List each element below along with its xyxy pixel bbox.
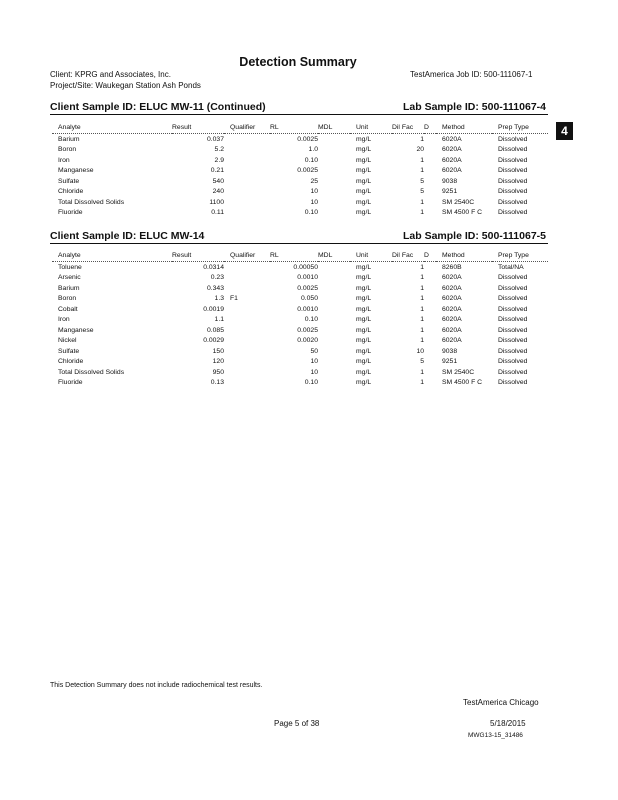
cell-preptype: Dissolved xyxy=(498,198,528,206)
cell-mdl xyxy=(318,166,350,177)
table-row xyxy=(52,378,548,389)
cell-result: 1.3 xyxy=(214,295,224,303)
cell-rl: 10 xyxy=(310,368,318,376)
cell-method: SM 2540C xyxy=(442,368,475,376)
table-row xyxy=(52,367,548,378)
cell-dilfac: 1 xyxy=(420,209,424,217)
cell-result: 0.11 xyxy=(211,209,224,217)
table-row xyxy=(52,208,548,219)
cell-analyte: Toluene xyxy=(58,263,82,271)
lab-sample-id-2: Lab Sample ID: 500-111067-5 xyxy=(403,230,546,242)
column-header-result: Result xyxy=(172,252,192,259)
footer-note: This Detection Summary does not include radiochemical test results. xyxy=(50,682,263,689)
cell-rl: 0.00050 xyxy=(293,263,318,271)
cell-unit: mg/L xyxy=(356,368,372,376)
cell-dilfac: 1 xyxy=(420,379,424,387)
cell-qualifier xyxy=(224,166,270,177)
column-header-d: D xyxy=(424,252,429,259)
cell-d xyxy=(424,294,436,305)
cell-analyte: Total Dissolved Solids xyxy=(58,198,125,206)
cell-method: 6020A xyxy=(442,326,462,334)
cell-mdl xyxy=(318,262,350,273)
cell-analyte: Chloride xyxy=(58,358,84,366)
table-row xyxy=(52,336,548,347)
cell-rl: 0.0010 xyxy=(297,305,318,313)
cell-preptype: Dissolved xyxy=(498,146,528,154)
cell-unit: mg/L xyxy=(356,156,372,164)
cell-preptype: Dissolved xyxy=(498,188,528,196)
cell-unit: mg/L xyxy=(356,379,372,387)
cell-dilfac: 1 xyxy=(420,326,424,334)
table-row xyxy=(52,273,548,284)
cell-analyte: Sulfate xyxy=(58,347,80,355)
cell-dilfac: 1 xyxy=(420,316,424,324)
column-header-result: Result xyxy=(172,124,192,131)
cell-unit: mg/L xyxy=(356,347,372,355)
client-sample-id-1: Client Sample ID: ELUC MW-11 (Continued) xyxy=(50,101,266,113)
cell-method: SM 2540C xyxy=(442,198,475,206)
cell-d xyxy=(424,187,436,198)
cell-rl: 0.10 xyxy=(304,209,318,217)
cell-preptype: Dissolved xyxy=(498,305,528,313)
cell-qualifier xyxy=(224,283,270,294)
job-id: TestAmerica Job ID: 500-111067-1 xyxy=(410,70,533,79)
cell-unit: mg/L xyxy=(356,209,372,217)
cell-analyte: Fluoride xyxy=(58,379,83,387)
cell-qualifier xyxy=(224,176,270,187)
cell-method: 6020A xyxy=(442,146,462,154)
cell-d xyxy=(424,357,436,368)
cell-d xyxy=(424,304,436,315)
cell-mdl xyxy=(318,283,350,294)
cell-result: 0.0019 xyxy=(203,305,224,313)
cell-mdl xyxy=(318,294,350,305)
cell-dilfac: 5 xyxy=(420,358,424,366)
cell-analyte: Chloride xyxy=(58,188,84,196)
cell-unit: mg/L xyxy=(356,284,372,292)
cell-method: 6020A xyxy=(442,156,462,164)
cell-analyte: Barium xyxy=(58,135,80,143)
cell-mdl xyxy=(318,187,350,198)
cell-analyte: Iron xyxy=(58,316,70,324)
cell-result: 1100 xyxy=(209,198,224,206)
column-header-unit: Unit xyxy=(356,252,369,259)
cell-unit: mg/L xyxy=(356,337,372,345)
column-header-dilfac: Dil Fac xyxy=(392,252,414,259)
footer-code: MWG13-15_31486 xyxy=(468,732,523,739)
cell-d xyxy=(424,273,436,284)
cell-result: 0.23 xyxy=(210,274,224,282)
cell-dilfac: 1 xyxy=(420,337,424,345)
cell-method: 8260B xyxy=(442,263,462,271)
cell-qualifier xyxy=(224,134,270,145)
cell-preptype: Dissolved xyxy=(498,368,528,376)
cell-method: 6020A xyxy=(442,305,462,313)
cell-mdl xyxy=(318,134,350,145)
cell-rl: 0.10 xyxy=(304,156,318,164)
cell-d xyxy=(424,378,436,389)
cell-method: SM 4500 F C xyxy=(442,209,483,217)
column-header-method: Method xyxy=(442,124,465,131)
cell-result: 120 xyxy=(212,358,224,366)
cell-unit: mg/L xyxy=(356,146,372,154)
footer-date: 5/18/2015 xyxy=(490,719,526,728)
cell-qualifier xyxy=(224,145,270,156)
cell-unit: mg/L xyxy=(356,305,372,313)
cell-rl: 0.050 xyxy=(300,295,318,303)
column-header-rl: RL xyxy=(270,124,279,131)
cell-unit: mg/L xyxy=(356,358,372,366)
cell-qualifier xyxy=(224,197,270,208)
cell-mdl xyxy=(318,346,350,357)
cell-rl: 10 xyxy=(310,358,318,366)
cell-dilfac: 20 xyxy=(416,146,424,154)
cell-analyte: Arsenic xyxy=(58,274,81,282)
cell-mdl xyxy=(318,325,350,336)
section-1-rule xyxy=(50,114,548,115)
cell-mdl xyxy=(318,378,350,389)
cell-rl: 0.0025 xyxy=(297,284,318,292)
cell-result: 0.037 xyxy=(206,135,224,143)
lab-sample-id-1: Lab Sample ID: 500-111067-4 xyxy=(403,101,546,113)
cell-preptype: Dissolved xyxy=(498,156,528,164)
cell-qualifier xyxy=(224,346,270,357)
cell-analyte: Iron xyxy=(58,156,70,164)
cell-result: 1.1 xyxy=(214,316,224,324)
cell-dilfac: 1 xyxy=(420,135,424,143)
cell-qualifier xyxy=(224,304,270,315)
cell-d xyxy=(424,134,436,145)
table-row xyxy=(52,155,548,166)
cell-result: 950 xyxy=(212,368,224,376)
cell-dilfac: 1 xyxy=(420,368,424,376)
cell-preptype: Dissolved xyxy=(498,316,528,324)
client-name: Client: KPRG and Associates, Inc. xyxy=(50,70,171,79)
cell-d xyxy=(424,176,436,187)
table-row xyxy=(52,197,548,208)
table-row xyxy=(52,346,548,357)
table-row xyxy=(52,283,548,294)
column-header-analyte: Analyte xyxy=(58,252,81,259)
cell-mdl xyxy=(318,357,350,368)
cell-analyte: Cobalt xyxy=(58,305,78,313)
cell-method: 9251 xyxy=(442,358,458,366)
cell-preptype: Dissolved xyxy=(498,209,528,217)
table-row xyxy=(52,145,548,156)
detection-table-1 xyxy=(52,122,548,218)
cell-result: 0.343 xyxy=(206,284,224,292)
cell-dilfac: 5 xyxy=(420,188,424,196)
table-row xyxy=(52,325,548,336)
footer-page-number: Page 5 of 38 xyxy=(274,719,320,728)
cell-dilfac: 10 xyxy=(416,347,424,355)
cell-preptype: Dissolved xyxy=(498,379,528,387)
table-header-row xyxy=(52,122,548,134)
cell-qualifier xyxy=(224,336,270,347)
cell-method: 6020A xyxy=(442,167,462,175)
cell-rl: 10 xyxy=(310,198,318,206)
cell-unit: mg/L xyxy=(356,188,372,196)
column-header-qualifier: Qualifier xyxy=(230,124,256,131)
cell-mdl xyxy=(318,208,350,219)
cell-rl: 25 xyxy=(310,177,318,185)
cell-unit: mg/L xyxy=(356,177,372,185)
cell-unit: mg/L xyxy=(356,316,372,324)
cell-method: 6020A xyxy=(442,284,462,292)
cell-preptype: Dissolved xyxy=(498,326,528,334)
cell-rl: 0.0025 xyxy=(297,326,318,334)
cell-analyte: Manganese xyxy=(58,326,94,334)
cell-preptype: Total/NA xyxy=(498,263,524,271)
cell-qualifier xyxy=(224,262,270,273)
cell-dilfac: 1 xyxy=(420,263,424,271)
cell-dilfac: 1 xyxy=(420,156,424,164)
cell-method: 6020A xyxy=(442,135,462,143)
cell-rl: 10 xyxy=(310,188,318,196)
cell-analyte: Sulfate xyxy=(58,177,80,185)
cell-unit: mg/L xyxy=(356,135,372,143)
cell-qualifier xyxy=(224,315,270,326)
cell-dilfac: 1 xyxy=(420,305,424,313)
cell-qualifier xyxy=(224,357,270,368)
cell-unit: mg/L xyxy=(356,167,372,175)
cell-unit: mg/L xyxy=(356,326,372,334)
cell-method: 9038 xyxy=(442,347,458,355)
cell-d xyxy=(424,197,436,208)
cell-rl: 0.0020 xyxy=(297,337,318,345)
table-row xyxy=(52,134,548,145)
column-header-unit: Unit xyxy=(356,124,369,131)
cell-result: 150 xyxy=(212,347,224,355)
cell-d xyxy=(424,315,436,326)
cell-dilfac: 1 xyxy=(420,284,424,292)
cell-analyte: Fluoride xyxy=(58,209,83,217)
cell-d xyxy=(424,346,436,357)
detection-table-2 xyxy=(52,250,548,388)
cell-result: 0.085 xyxy=(206,326,224,334)
cell-mdl xyxy=(318,176,350,187)
cell-rl: 0.0010 xyxy=(297,274,318,282)
cell-unit: mg/L xyxy=(356,263,372,271)
cell-qualifier xyxy=(224,155,270,166)
column-header-dilfac: Dil Fac xyxy=(392,124,414,131)
cell-result: 0.0029 xyxy=(203,337,224,345)
cell-preptype: Dissolved xyxy=(498,167,528,175)
cell-rl: 0.0025 xyxy=(297,135,318,143)
cell-result: 240 xyxy=(212,188,224,196)
cell-qualifier xyxy=(224,367,270,378)
cell-rl: 0.10 xyxy=(304,316,318,324)
cell-d xyxy=(424,367,436,378)
column-header-rl: RL xyxy=(270,252,279,259)
cell-mdl xyxy=(318,336,350,347)
cell-qualifier xyxy=(224,273,270,284)
cell-mdl xyxy=(318,197,350,208)
cell-result: 0.21 xyxy=(210,167,224,175)
cell-preptype: Dissolved xyxy=(498,274,528,282)
cell-preptype: Dissolved xyxy=(498,358,528,366)
cell-d xyxy=(424,262,436,273)
cell-qualifier xyxy=(224,378,270,389)
table-row xyxy=(52,357,548,368)
cell-rl: 0.0025 xyxy=(297,167,318,175)
project-site: Project/Site: Waukegan Station Ash Ponds xyxy=(50,81,201,90)
cell-mdl xyxy=(318,367,350,378)
cell-rl: 0.10 xyxy=(304,379,318,387)
column-header-preptype: Prep Type xyxy=(498,252,529,259)
cell-dilfac: 1 xyxy=(420,274,424,282)
cell-d xyxy=(424,145,436,156)
column-header-qualifier: Qualifier xyxy=(230,252,256,259)
cell-analyte: Boron xyxy=(58,295,77,303)
cell-mdl xyxy=(318,145,350,156)
cell-qualifier: F1 xyxy=(230,295,238,303)
cell-unit: mg/L xyxy=(356,274,372,282)
cell-dilfac: 1 xyxy=(420,198,424,206)
cell-mdl xyxy=(318,155,350,166)
cell-result: 5.2 xyxy=(214,146,224,154)
column-header-method: Method xyxy=(442,252,465,259)
section-2-rule xyxy=(50,243,548,244)
cell-method: 9038 xyxy=(442,177,458,185)
table-row xyxy=(52,166,548,177)
cell-analyte: Barium xyxy=(58,284,80,292)
cell-d xyxy=(424,325,436,336)
column-header-mdl: MDL xyxy=(318,124,333,131)
cell-result: 540 xyxy=(212,177,224,185)
table-row xyxy=(52,176,548,187)
table-header-row xyxy=(52,250,548,262)
cell-qualifier xyxy=(224,208,270,219)
table-row xyxy=(52,187,548,198)
cell-rl: 1.0 xyxy=(308,146,318,154)
client-sample-id-2: Client Sample ID: ELUC MW-14 xyxy=(50,230,205,242)
cell-unit: mg/L xyxy=(356,295,372,303)
cell-mdl xyxy=(318,315,350,326)
cell-rl: 50 xyxy=(310,347,318,355)
footer-lab: TestAmerica Chicago xyxy=(463,698,539,707)
cell-d xyxy=(424,166,436,177)
cell-preptype: Dissolved xyxy=(498,295,528,303)
cell-result: 0.0314 xyxy=(203,263,224,271)
cell-result: 0.13 xyxy=(210,379,224,387)
page-title: Detection Summary xyxy=(239,55,357,69)
cell-unit: mg/L xyxy=(356,198,372,206)
column-header-preptype: Prep Type xyxy=(498,124,529,131)
cell-method: 6020A xyxy=(442,337,462,345)
cell-mdl xyxy=(318,273,350,284)
column-header-d: D xyxy=(424,124,429,131)
cell-preptype: Dissolved xyxy=(498,284,528,292)
cell-method: 9251 xyxy=(442,188,458,196)
cell-d xyxy=(424,155,436,166)
cell-analyte: Total Dissolved Solids xyxy=(58,368,125,376)
table-row xyxy=(52,294,548,305)
table-row xyxy=(52,304,548,315)
cell-dilfac: 1 xyxy=(420,295,424,303)
cell-d xyxy=(424,208,436,219)
cell-qualifier xyxy=(224,325,270,336)
column-header-analyte: Analyte xyxy=(58,124,81,131)
cell-method: SM 4500 F C xyxy=(442,379,483,387)
cell-preptype: Dissolved xyxy=(498,177,528,185)
cell-method: 6020A xyxy=(442,274,462,282)
cell-dilfac: 1 xyxy=(420,167,424,175)
cell-method: 6020A xyxy=(442,295,462,303)
table-row xyxy=(52,315,548,326)
cell-qualifier xyxy=(224,187,270,198)
cell-analyte: Manganese xyxy=(58,167,94,175)
cell-analyte: Nickel xyxy=(58,337,77,345)
cell-preptype: Dissolved xyxy=(498,337,528,345)
cell-d xyxy=(424,336,436,347)
table-row xyxy=(52,262,548,273)
column-header-mdl: MDL xyxy=(318,252,333,259)
cell-preptype: Dissolved xyxy=(498,135,528,143)
cell-result: 2.9 xyxy=(214,156,224,164)
cell-mdl xyxy=(318,304,350,315)
cell-method: 6020A xyxy=(442,316,462,324)
cell-dilfac: 5 xyxy=(420,177,424,185)
section-tab-badge: 4 xyxy=(556,122,573,140)
cell-analyte: Boron xyxy=(58,146,77,154)
cell-d xyxy=(424,283,436,294)
cell-preptype: Dissolved xyxy=(498,347,528,355)
